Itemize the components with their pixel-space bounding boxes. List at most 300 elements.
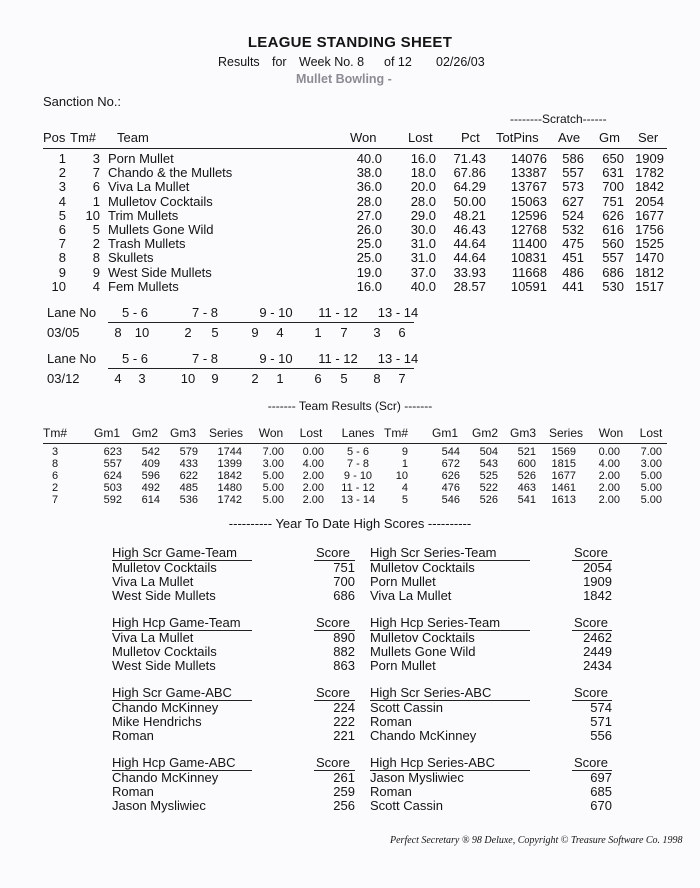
standings-tm-cell: 3 [92, 151, 100, 166]
lane-rule [108, 368, 414, 369]
ytd-block-title: High Hcp Series-Team [370, 615, 501, 630]
standings-team-cell: Porn Mullet [108, 151, 174, 166]
ytd-block-title: High Hcp Game-Team [112, 615, 241, 630]
standings-totpins-cell: 11668 [511, 264, 547, 280]
lane-team-b: 4 [276, 325, 284, 340]
ytd-score-label: Score [574, 615, 608, 630]
tr-right-series: 1677 [551, 470, 576, 482]
tr-left-gm2: 542 [141, 446, 160, 458]
ytd-score: 686 [333, 588, 355, 603]
tr-right-gm2: 504 [479, 446, 498, 458]
standings-ave-cell: 532 [562, 222, 584, 237]
lane-pair-header: 9 - 10 [259, 305, 293, 320]
tr-left-gm1: 623 [103, 446, 122, 458]
week-label: Week No. 8 [299, 55, 365, 69]
tr-right-gm1: 626 [441, 470, 460, 482]
standings-totpins-cell: 11400 [511, 236, 547, 252]
tr-col-gm3: Gm3 [169, 426, 196, 440]
ytd-score: 574 [590, 700, 612, 715]
col-ser: Ser [638, 130, 659, 145]
standings-pct-cell: 48.21 [453, 207, 486, 223]
lane-pair-header: 7 - 8 [191, 305, 218, 320]
ytd-name: West Side Mullets [112, 588, 216, 603]
tr-right-tm: 1 [401, 458, 408, 470]
tr-col-series: Series [548, 426, 583, 440]
tr-left-gm1: 557 [103, 458, 122, 470]
standings-team-cell: Mulletov Cocktails [108, 193, 213, 209]
standings-lost-cell: 28.0 [410, 193, 436, 209]
standings-team-cell: Skullets [108, 250, 154, 266]
lane-team-a: 8 [373, 371, 381, 386]
standings-pct-cell: 44.64 [453, 236, 486, 252]
lane-team-b: 7 [340, 325, 348, 340]
standings-ser-cell: 1677 [635, 207, 664, 223]
tr-left-gm2: 492 [141, 482, 160, 494]
tr-col-tm: Tm# [43, 426, 67, 440]
standings-gm-cell: 700 [602, 179, 624, 195]
col-pos: Pos [43, 130, 66, 145]
ytd-block-title: High Scr Game-ABC [112, 685, 232, 700]
standings-pos-cell: 6 [58, 222, 66, 237]
standings-team-cell: Trash Mullets [108, 236, 186, 252]
lane-date: 03/12 [47, 371, 80, 386]
tr-right-gm2: 543 [479, 458, 498, 470]
tr-right-won: 4.00 [598, 458, 620, 470]
ytd-name: Chando McKinney [112, 700, 219, 715]
ytd-block-title: High Scr Series-Team [370, 545, 497, 560]
ytd-name: Viva La Mullet [112, 630, 194, 645]
lane-team-a: 9 [251, 325, 259, 340]
standings-ave-cell: 486 [562, 264, 584, 280]
tr-right-tm: 9 [401, 446, 408, 458]
standings-pos-cell: 9 [58, 264, 66, 280]
lane-team-a: 4 [114, 371, 122, 386]
lane-team-a: 1 [314, 325, 322, 340]
tr-col-tm: Tm# [384, 426, 408, 440]
standings-lost-cell: 37.0 [410, 264, 436, 280]
standings-tm-cell: 6 [92, 179, 100, 195]
standings-team-cell: Viva La Mullet [108, 179, 190, 195]
ytd-score: 221 [333, 728, 355, 743]
ytd-score: 2434 [583, 658, 612, 673]
tr-left-series: 1399 [217, 458, 242, 470]
standings-ave-cell: 475 [562, 236, 584, 252]
ytd-score: 2449 [583, 644, 612, 659]
ytd-block-title: High Hcp Game-ABC [112, 755, 236, 770]
tr-right-lost: 5.00 [640, 494, 662, 506]
standings-ser-cell: 1909 [635, 151, 664, 166]
tr-col-gm1: Gm1 [93, 426, 120, 440]
ytd-block-title: High Scr Series-ABC [370, 685, 492, 700]
standings-pct-cell: 50.00 [453, 193, 486, 209]
lane-team-b: 5 [340, 371, 348, 386]
standings-totpins-cell: 12596 [510, 207, 547, 223]
standings-ave-cell: 441 [562, 278, 584, 294]
ytd-name: Mulletov Cocktails [112, 560, 217, 575]
tr-right-gm3: 463 [517, 482, 536, 494]
tr-right-won: 0.00 [598, 446, 620, 458]
footer-copyright: Perfect Secretary ® 98 Deluxe, Copyright © Treasure Software Co. 1998 [390, 835, 683, 846]
ytd-name: Roman [370, 714, 412, 729]
tr-right-gm1: 476 [441, 482, 460, 494]
ytd-name: Mike Hendrichs [112, 714, 202, 729]
standings-lost-cell: 18.0 [410, 165, 436, 181]
col-pct: Pct [461, 130, 480, 145]
ytd-score-label: Score [574, 545, 608, 560]
ytd-score: 685 [590, 784, 612, 799]
tr-left-series: 1742 [217, 494, 242, 506]
tr-col-won: Won [598, 426, 624, 440]
scratch-label: --------Scratch------ [510, 112, 607, 126]
lane-team-a: 8 [114, 325, 122, 340]
tr-left-gm1: 592 [103, 494, 122, 506]
standings-pct-cell: 28.57 [453, 278, 486, 294]
for-label: for [272, 55, 287, 69]
tr-left-gm1: 503 [103, 482, 122, 494]
ytd-score: 890 [333, 630, 355, 645]
standings-gm-cell: 686 [602, 264, 624, 280]
standings-lost-cell: 29.0 [410, 207, 436, 223]
standings-pos-cell: 3 [58, 179, 66, 195]
standings-totpins-cell: 15063 [510, 193, 547, 209]
tr-right-tm: 4 [401, 482, 408, 494]
standings-pos-cell: 7 [58, 236, 66, 252]
ytd-score: 700 [333, 574, 355, 589]
ytd-name: Chando McKinney [112, 770, 219, 785]
standings-won-cell: 36.0 [356, 179, 382, 195]
ytd-score: 2054 [583, 560, 612, 575]
standings-gm-cell: 626 [602, 207, 624, 223]
tr-right-tm: 5 [401, 494, 408, 506]
standings-totpins-cell: 12768 [510, 222, 547, 237]
lane-pair-header: 7 - 8 [191, 351, 218, 366]
lane-team-a: 10 [180, 371, 196, 386]
ytd-title: ---------- Year To Date High Scores ---------- [228, 516, 472, 531]
tr-right-series: 1461 [551, 482, 576, 494]
standings-lost-cell: 31.0 [410, 236, 436, 252]
tr-col-won: Won [258, 426, 284, 440]
tr-left-tm: 2 [51, 482, 59, 494]
tr-lanes: 9 - 10 [343, 470, 373, 482]
standings-won-cell: 26.0 [356, 222, 382, 237]
standings-pos-cell: 2 [58, 165, 66, 181]
ytd-name: Porn Mullet [370, 574, 436, 589]
ytd-name: Scott Cassin [370, 700, 443, 715]
standings-tm-cell: 8 [92, 250, 100, 266]
tr-right-gm3: 526 [517, 470, 536, 482]
tr-right-lost: 5.00 [640, 470, 662, 482]
tr-left-tm: 6 [51, 470, 59, 482]
tr-right-gm2: 526 [479, 494, 498, 506]
tr-left-gm3: 579 [179, 446, 198, 458]
col-gm: Gm [599, 130, 620, 145]
lane-rule [108, 322, 414, 323]
ytd-score: 882 [333, 644, 355, 659]
tr-right-series: 1815 [551, 458, 576, 470]
lane-pair-header: 5 - 6 [121, 351, 148, 366]
tr-right-gm3: 600 [517, 458, 536, 470]
tr-col-gm2: Gm2 [471, 426, 498, 440]
tr-left-won: 7.00 [262, 446, 284, 458]
tr-left-won: 5.00 [262, 482, 284, 494]
standings-gm-cell: 650 [602, 151, 624, 166]
tr-left-gm2: 409 [141, 458, 160, 470]
standings-pct-cell: 46.43 [453, 222, 486, 237]
lane-pair-header: 11 - 12 [318, 305, 358, 320]
ytd-name: Roman [112, 784, 154, 799]
ytd-score: 571 [590, 714, 612, 729]
sanction-label: Sanction No.: [43, 94, 122, 109]
standings-lost-cell: 20.0 [410, 179, 436, 195]
standings-pos-cell: 4 [58, 193, 66, 209]
lane-date: 03/05 [47, 325, 80, 340]
standings-ave-cell: 627 [562, 193, 584, 209]
league-name: Mullet Bowling - [296, 72, 392, 86]
ytd-name: Mullets Gone Wild [370, 644, 476, 659]
ytd-score: 751 [333, 560, 355, 575]
ytd-score: 256 [333, 798, 355, 813]
tr-col-gm2: Gm2 [131, 426, 158, 440]
standings-totpins-cell: 14076 [510, 151, 547, 166]
tr-left-won: 5.00 [262, 470, 284, 482]
ytd-score: 259 [333, 784, 355, 799]
lane-team-b: 1 [276, 371, 284, 386]
standings-ave-cell: 557 [562, 165, 584, 181]
col-ave: Ave [558, 130, 581, 145]
tr-col-gm3: Gm3 [509, 426, 536, 440]
ytd-score-label: Score [316, 685, 350, 700]
tr-right-tm: 10 [395, 470, 408, 482]
standings-pct-cell: 44.64 [453, 250, 486, 266]
col-team: Team [117, 130, 149, 145]
tr-col-lost: Lost [639, 426, 663, 440]
standings-ave-cell: 573 [562, 179, 584, 195]
standings-tm-cell: 1 [92, 193, 100, 209]
lane-team-a: 6 [314, 371, 322, 386]
lane-team-b: 5 [211, 325, 219, 340]
tr-right-gm1: 544 [441, 446, 460, 458]
tr-lanes: 5 - 6 [346, 446, 369, 458]
tr-left-series: 1842 [217, 470, 242, 482]
ytd-score: 556 [590, 728, 612, 743]
standings-gm-cell: 616 [602, 222, 624, 237]
standings-ser-cell: 2054 [635, 193, 664, 209]
ytd-name: West Side Mullets [112, 658, 216, 673]
standings-ser-cell: 1842 [635, 179, 664, 195]
ytd-score: 697 [590, 770, 612, 785]
standings-ser-cell: 1782 [635, 165, 664, 181]
standings-rule [43, 148, 667, 149]
standings-gm-cell: 560 [602, 236, 624, 252]
tr-right-won: 2.00 [598, 482, 620, 494]
lane-pair-header: 11 - 12 [318, 351, 358, 366]
standings-ave-cell: 524 [562, 207, 584, 223]
tr-col-lost: Lost [299, 426, 323, 440]
tr-right-series: 1613 [551, 494, 576, 506]
standings-gm-cell: 751 [602, 193, 624, 209]
standings-ave-cell: 586 [562, 151, 584, 166]
standings-lost-cell: 31.0 [410, 250, 436, 266]
ytd-name: Roman [370, 784, 412, 799]
standings-won-cell: 38.0 [356, 165, 382, 181]
standings-ser-cell: 1812 [635, 264, 664, 280]
standings-pos-cell: 5 [58, 207, 66, 223]
tr-right-won: 2.00 [598, 494, 620, 506]
standings-gm-cell: 557 [602, 250, 624, 266]
ytd-score: 222 [333, 714, 355, 729]
ytd-name: Jason Mysliwiec [370, 770, 464, 785]
standings-won-cell: 25.0 [356, 236, 382, 252]
lane-pair-header: 13 - 14 [377, 305, 419, 320]
standings-won-cell: 16.0 [356, 278, 382, 294]
standings-team-cell: West Side Mullets [108, 264, 212, 280]
standings-ser-cell: 1470 [635, 250, 664, 266]
standings-lost-cell: 30.0 [410, 222, 436, 237]
standings-tm-cell: 2 [92, 236, 100, 252]
standings-ave-cell: 451 [562, 250, 584, 266]
ytd-score: 1909 [583, 574, 612, 589]
tr-left-lost: 2.00 [302, 482, 324, 494]
tr-left-lost: 4.00 [302, 458, 324, 470]
ytd-block-title: High Hcp Series-ABC [370, 755, 495, 770]
standings-ser-cell: 1756 [635, 222, 664, 237]
tr-left-series: 1480 [217, 482, 242, 494]
sheet-date: 02/26/03 [436, 55, 485, 69]
lane-team-a: 2 [184, 325, 192, 340]
col-won: Won [350, 130, 377, 145]
tr-left-gm3: 536 [179, 494, 198, 506]
ytd-name: Porn Mullet [370, 658, 436, 673]
standings-team-cell: Trim Mullets [108, 207, 179, 223]
col-tm: Tm# [70, 130, 96, 145]
standings-totpins-cell: 10591 [510, 278, 547, 294]
ytd-score: 2462 [583, 630, 612, 645]
standings-won-cell: 28.0 [356, 193, 382, 209]
standings-tm-cell: 9 [92, 264, 100, 280]
standings-pct-cell: 33.93 [453, 264, 486, 280]
standings-won-cell: 40.0 [356, 151, 382, 166]
tr-right-series: 1569 [551, 446, 576, 458]
tr-right-gm2: 525 [479, 470, 498, 482]
lane-team-b: 10 [134, 325, 150, 340]
standings-lost-cell: 16.0 [410, 151, 436, 166]
lane-team-b: 9 [211, 371, 219, 386]
standings-lost-cell: 40.0 [410, 278, 436, 294]
tr-right-lost: 3.00 [640, 458, 662, 470]
tr-left-tm: 7 [51, 494, 59, 506]
tr-left-tm: 3 [51, 446, 59, 458]
tr-col-lanes: Lanes [341, 426, 375, 440]
col-totpins: TotPins [496, 130, 539, 145]
tr-left-tm: 8 [51, 458, 59, 470]
standings-totpins-cell: 13387 [510, 165, 547, 181]
ytd-name: Viva La Mullet [370, 588, 452, 603]
standings-tm-cell: 10 [85, 207, 100, 223]
standings-won-cell: 25.0 [356, 250, 382, 266]
tr-left-lost: 2.00 [302, 494, 324, 506]
ytd-score-label: Score [574, 755, 608, 770]
tr-left-series: 1744 [217, 446, 242, 458]
tr-left-gm3: 622 [179, 470, 198, 482]
standings-pos-cell: 10 [51, 278, 66, 294]
standings-tm-cell: 7 [92, 165, 100, 181]
standings-totpins-cell: 13767 [510, 179, 547, 195]
standings-won-cell: 27.0 [356, 207, 382, 223]
lane-team-a: 3 [373, 325, 381, 340]
lane-team-b: 3 [138, 371, 146, 386]
tr-right-gm1: 546 [441, 494, 460, 506]
team-results-title: ------- Team Results (Scr) ------- [267, 399, 433, 413]
tr-right-won: 2.00 [598, 470, 620, 482]
lane-no-label: Lane No [47, 305, 97, 320]
ytd-name: Mulletov Cocktails [370, 560, 475, 575]
tr-left-lost: 0.00 [302, 446, 324, 458]
standings-pct-cell: 71.43 [453, 151, 486, 166]
tr-right-lost: 5.00 [640, 482, 662, 494]
standings-tm-cell: 5 [92, 222, 100, 237]
tr-left-gm3: 485 [179, 482, 198, 494]
ytd-block-title: High Scr Game-Team [112, 545, 237, 560]
ytd-score: 1842 [583, 588, 612, 603]
tr-right-gm3: 541 [517, 494, 536, 506]
ytd-score: 224 [333, 700, 355, 715]
ytd-name: Mulletov Cocktails [370, 630, 475, 645]
standings-team-cell: Mullets Gone Wild [108, 222, 214, 237]
ytd-name: Viva La Mullet [112, 574, 194, 589]
tr-col-gm1: Gm1 [431, 426, 458, 440]
tr-left-lost: 2.00 [302, 470, 324, 482]
standings-pct-cell: 67.86 [453, 165, 486, 181]
standings-ser-cell: 1517 [635, 278, 664, 294]
lane-team-a: 2 [251, 371, 259, 386]
ytd-name: Chando McKinney [370, 728, 477, 743]
ytd-name: Jason Mysliwiec [112, 798, 206, 813]
tr-right-gm2: 522 [479, 482, 498, 494]
results-label: Results [218, 55, 260, 69]
tr-left-gm3: 433 [179, 458, 198, 470]
standings-pos-cell: 8 [58, 250, 66, 266]
ytd-score: 863 [333, 658, 355, 673]
lane-pair-header: 13 - 14 [377, 351, 419, 366]
lane-no-label: Lane No [47, 351, 97, 366]
standings-team-cell: Chando & the Mullets [108, 165, 233, 181]
standings-ser-cell: 1525 [635, 236, 664, 252]
ytd-score-label: Score [316, 545, 350, 560]
ytd-name: Scott Cassin [370, 798, 443, 813]
ytd-name: Roman [112, 728, 154, 743]
tr-right-gm1: 672 [441, 458, 460, 470]
standings-gm-cell: 631 [602, 165, 624, 181]
standings-gm-cell: 530 [602, 278, 624, 294]
tr-left-won: 5.00 [262, 494, 284, 506]
lane-pair-header: 9 - 10 [259, 351, 293, 366]
standings-team-cell: Fem Mullets [108, 278, 179, 294]
tr-left-gm2: 596 [141, 470, 160, 482]
lane-team-b: 6 [398, 325, 406, 340]
standings-pos-cell: 1 [58, 151, 66, 166]
tr-left-gm2: 614 [141, 494, 160, 506]
ytd-score-label: Score [574, 685, 608, 700]
col-lost: Lost [408, 130, 433, 145]
team-results-rule [43, 443, 667, 444]
tr-lanes: 7 - 8 [346, 458, 369, 470]
ytd-score: 261 [333, 770, 355, 785]
of-label: of 12 [384, 55, 412, 69]
tr-lanes: 13 - 14 [340, 494, 376, 506]
standings-pct-cell: 64.29 [453, 179, 486, 195]
tr-right-lost: 7.00 [640, 446, 662, 458]
standings-tm-cell: 4 [92, 278, 100, 294]
